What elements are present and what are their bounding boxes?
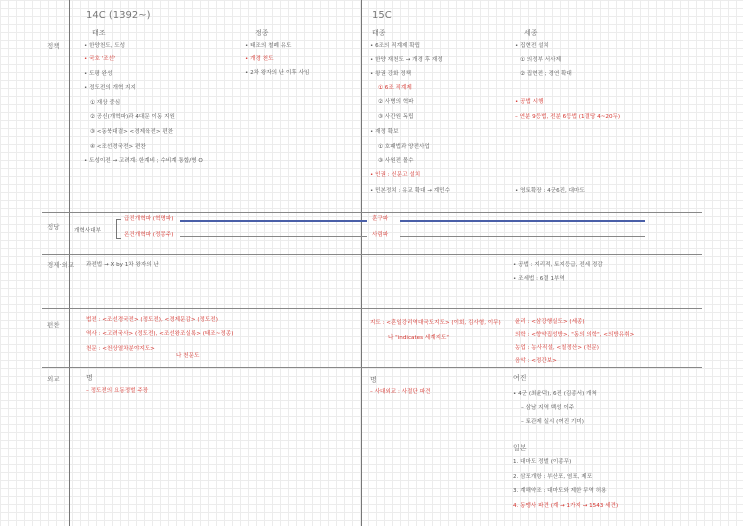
party-label: 개혁사대부 xyxy=(74,228,102,234)
party-radical: 급진개혁파 (혁명파) xyxy=(124,216,174,222)
diplo-right-5: 1. 대마도 정벌 (이종무) xyxy=(513,459,572,465)
jeongjong-line: • 태조의 철폐 유도 xyxy=(245,43,292,49)
diplo-right-3: – 토관제 실시 (여진 기미) xyxy=(521,419,584,425)
diplo-right-4: 일본 xyxy=(513,444,527,452)
taejo-line: • 도성이전 → 고려계: 한계비 ; 수비계 통합/병 O xyxy=(84,158,203,164)
diplo-mid-1: – 사대외교 : 사절단 파견 xyxy=(370,389,431,395)
party-hungu: 훈구파 xyxy=(372,216,389,222)
economy-right-1: • 공법 : 지리적, 토지등급, 전세 경감 xyxy=(513,262,603,268)
taejo-line: • 한양천도, 도성 xyxy=(84,43,126,49)
row-divider-party xyxy=(42,212,702,213)
books-right-2: 의학 : <향약집성방>, "동의 의학", <의방유취> xyxy=(515,332,635,338)
sejong-line: • 집현전 설치 xyxy=(515,43,549,49)
party-line-moderate xyxy=(180,236,367,237)
row-divider-economy xyxy=(42,254,702,255)
taejo-line: ③ <동북대결> <경제육전> 편찬 xyxy=(90,129,174,135)
row-divider-diplomacy xyxy=(42,367,702,368)
taejo-line: ① 재상 중심 xyxy=(90,100,121,106)
taejong-line: • 인권 : 신문고 설치 xyxy=(370,172,421,178)
row-divider-books xyxy=(42,308,702,309)
taejong-line: • 6조의 직계제 확립 xyxy=(370,43,421,49)
jeongjong-line: • 2차 왕자의 난 이후 사임 xyxy=(245,70,310,76)
books-left-note: 나 천문도 xyxy=(176,353,200,359)
diplo-mid-title: 명 xyxy=(370,376,377,384)
header-taejong: 태종 xyxy=(372,29,386,37)
center-divider xyxy=(361,0,362,526)
taejo-line: • 도평 완성 xyxy=(84,71,113,77)
taejong-line: ① 6조 직계제 xyxy=(378,85,412,91)
sejong-line: • 공법 시행 xyxy=(515,99,544,105)
header-jeongjong: 정종 xyxy=(255,29,269,37)
diplo-right-6: 2. 삼포개항 : 부산포, 염포, 제포 xyxy=(513,474,593,480)
sejong-line: • 영토확장 : 4군6진, 대마도 xyxy=(515,188,585,194)
party-brace xyxy=(116,219,121,239)
books-right-3: 농업 : 농사직설, <칠정산> (천문) xyxy=(515,345,599,351)
taejong-line: ① 호패법과 양전사업 xyxy=(378,144,430,150)
diplo-right-8: 4. 동맹사 파견 (계 → 1가지 → 1543 세견) xyxy=(513,503,619,509)
taejong-line: ③ 사간원 독립 xyxy=(378,114,414,120)
row-label-policy: 정책 xyxy=(47,42,60,50)
row-label-party: 정당 xyxy=(47,223,60,231)
taejo-line: ④ <조선경국전> 편찬 xyxy=(90,144,146,150)
taejong-line: • 왕권 강화 정책 xyxy=(370,71,412,77)
economy-right-2: • 조세법 : 6결 1부역 xyxy=(513,276,565,282)
sejong-line: ① 의정부 서사제 xyxy=(520,57,561,63)
books-left-3: 천문 : <천상열차분야지도> xyxy=(86,346,155,352)
party-sarim: 사림파 xyxy=(372,232,389,238)
row-label-economy: 경제·외교 xyxy=(47,261,75,269)
party-line-hungu xyxy=(400,220,645,222)
jeongjong-line: • 개경 천도 xyxy=(245,56,274,62)
sejong-line: ② 집현전 ; 경연 확대 xyxy=(520,71,572,77)
party-line-radical xyxy=(180,220,367,222)
taejong-line: ② 사병의 혁파 xyxy=(378,99,414,105)
sejong-line: – 연분 9등법, 전분 6등법 (1결당 4~20두) xyxy=(515,114,621,120)
taejo-line: ② 공신(개혁파)과 4대문 이동 지원 xyxy=(90,114,175,120)
party-moderate: 온건개혁파 (정몽주) xyxy=(124,232,174,238)
taejong-line: • 재정 확보 xyxy=(370,129,399,135)
row-label-books: 편찬 xyxy=(47,321,60,329)
books-mid-note: 나 "indicates 세계지도" xyxy=(388,335,449,341)
taejo-line: • 국호 '조선' xyxy=(84,56,116,62)
diplo-left-1: – 정도전의 요동정벌 주장 xyxy=(86,388,149,394)
header-taejo: 태조 xyxy=(92,29,106,37)
diplo-right-7: 3. 계해약조 : 대마도와 제한 무역 허용 xyxy=(513,488,607,494)
diplo-right-1: • 4군 (최윤덕), 6진 (김종서) 개척 xyxy=(513,391,597,397)
taejong-line: ③ 사원전 몰수 xyxy=(378,158,414,164)
taejong-line: • 한양 재천도 → 개경 후 재정 xyxy=(370,57,443,63)
diplo-left-title: 명 xyxy=(86,374,93,382)
header-sejong: 세종 xyxy=(524,29,538,37)
books-left-1: 법전 : <조선경국전> (정도전), <경제문감> (정도전) xyxy=(86,317,218,323)
books-right-4: 음악 : <정간보> xyxy=(515,358,557,364)
books-left-2: 역사 : <고려국사> (정도전), <조선왕조실록> (태조~정종) xyxy=(86,331,234,337)
books-mid: 지도 : <혼일강리역대국도지도> (이회, 김사형, 이무) xyxy=(370,320,501,326)
diplo-right-2: – 삼남 지역 백성 이주 xyxy=(521,405,575,411)
diplo-right-title: 여진 xyxy=(513,374,527,382)
row-label-diplomacy: 외교 xyxy=(47,375,60,383)
economy-left: 과전법 → X by 1차 왕자의 난 xyxy=(86,262,159,268)
books-right-1: 윤리 : <삼강행실도> (세종) xyxy=(515,319,585,325)
century-15-title: 15C xyxy=(372,10,392,21)
taejong-line: • 민본정치 : 유교 확대 → 계민수 xyxy=(370,188,450,194)
taejo-line: • 정도전의 개혁 지지 xyxy=(84,85,136,91)
century-14-title: 14C (1392~) xyxy=(86,10,151,21)
party-line-sarim xyxy=(400,236,645,237)
